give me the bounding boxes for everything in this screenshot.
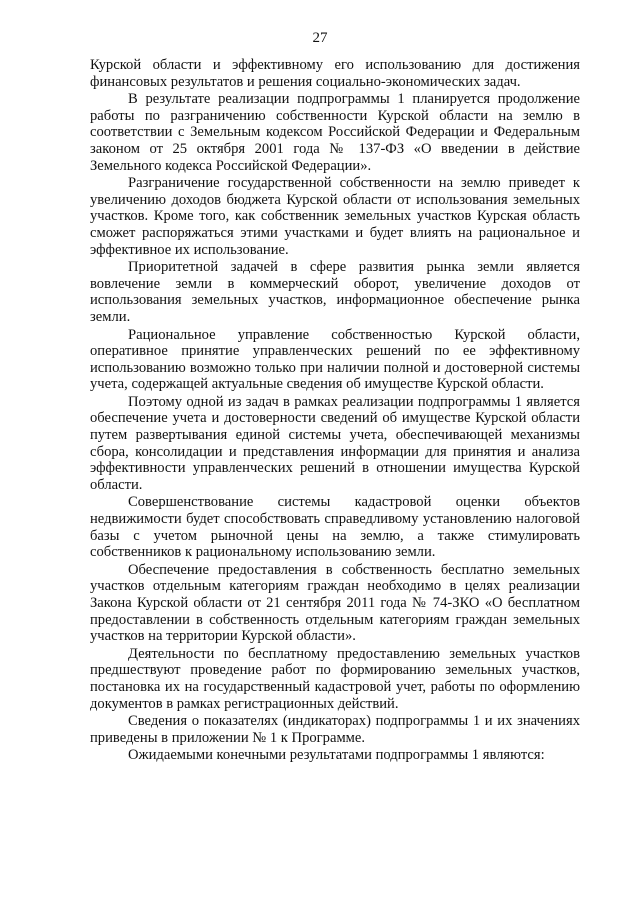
body-text (90, 57, 580, 764)
page-number: 27 (312, 30, 328, 46)
paragraph: Приоритетной задачей в сфере развития рынка земли является вовлечение земли в коммерческий оборот, увеличение доходов от использования земельных участков, информационное обеспечение рынка земли. (90, 259, 580, 325)
paragraph: Ожидаемыми конечными результатами подпрограммы 1 являются: (128, 747, 545, 764)
paragraph: Обеспечение предоставления в собственность бесплатно земельных участков отдельным категориям граждан необходимо в целях реализации Закона Курской области от 21 сентября 2011 года № 74-ЗКО «О бесплатном предоставлении в собственность отдельным категориям граждан земельных участков на территории Курской области». (90, 561, 580, 645)
paragraph: Деятельности по бесплатному предоставлению земельных участков предшествуют проведение работ по формированию земельных участков, постановка их на государственный кадастровой учет, работы по оформлению документов в рамках регистрационных действий. (90, 645, 580, 712)
paragraph-continuation: Курской области и эффективному его использованию для достижения финансовых результатов и решения социально-экономических задач. (90, 57, 580, 90)
paragraph: Разграничение государственной собственности на землю приведет к увеличению доходов бюджета Курской области от использования земельных участков. Кроме того, как собственник земельных участков Курская область сможет распоряжаться этими участками и будет влиять на рациональное и эффективное их использование. (90, 175, 580, 258)
paragraph: Рациональное управление собственностью Курской области, оперативное принятие управленческих решений по ее эффективному использованию возможно только при наличии полной и достоверной системы учета, содержащей актуальные сведения об имуществе Курской области. (90, 326, 580, 393)
paragraph: Сведения о показателях (индикаторах) подпрограммы 1 и их значениях приведены в приложении № 1 к Программе. (90, 713, 580, 746)
paragraph: Совершенствование системы кадастровой оценки объектов недвижимости будет способствовать справедливому установлению налоговой базы с учетом рыночной цены на землю, а также стимулировать собственников к рациональному использованию земли. (90, 494, 580, 561)
paragraph: Поэтому одной из задач в рамках реализации подпрограммы 1 является обеспечение учета и достоверности сведений об имуществе Курской области путем развертывания единой системы учета, обеспечивающей механизмы сбора, консолидации и представления информации для принятия и анализа эффективности управленческих решений в отношении имущества Курской области. (90, 393, 580, 493)
paragraph: В результате реализации подпрограммы 1 планируется продолжение работы по разграничению собственности Курской области на землю в соответствии с Земельным кодексом Российской Федерации и Федеральным законом от 25 октября 2001 года № 137-ФЗ «О введении в действие Земельного кодекса Российской Федерации». (90, 91, 580, 174)
